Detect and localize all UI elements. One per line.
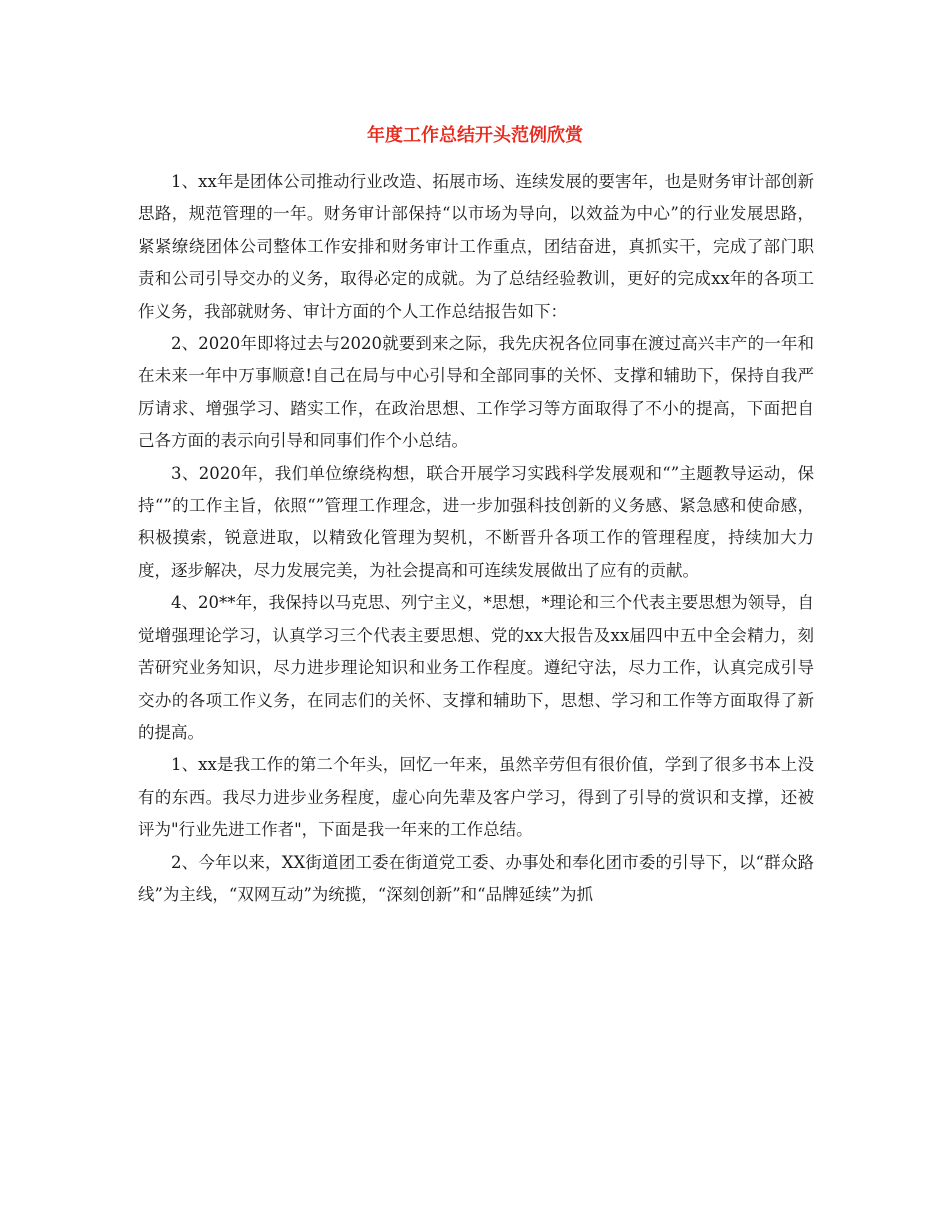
paragraph-3: 3、2020年，我们单位缭绕构想，联合开展学习实践科学发展观和“”主题教导运动，保持“”的工作主旨，依照“”管理工作理念，进一步加强科技创新的义务感、紧急感和使命感，积极摸索，锐意进取，以精致化管理为契机，不断晋升各项工作的管理程度，持续加大力度，逐步解决，尽力发展完美，为社会提高和可连续发展做出了应有的贡献。 xyxy=(138,463,814,580)
paragraph-2: 2、2020年即将过去与2020就要到来之际，我先庆祝各位同事在渡过高兴丰产的一年和在未来一年中万事顺意!自己在局与中心引导和全部同事的关怀、支撑和辅助下，保持自我严厉请求、增强学习、踏实工作，在政治思想、工作学习等方面取得了不小的提高，下面把自己各方面的表示向引导和同事们作个小总结。 xyxy=(138,334,814,451)
paragraph-6: 2、今年以来，XX街道团工委在街道党工委、办事处和奉化团市委的引导下，以“群众路线”为主线，“双网互动”为统揽，“深刻创新”和“品牌延续”为抓 xyxy=(138,852,814,904)
document-body xyxy=(138,166,814,911)
paragraph-4: 4、20**年，我保持以马克思、列宁主义，*思想，*理论和三个代表主要思想为领导，自觉增强理论学习，认真学习三个代表主要思想、党的xx大报告及xx届四中五中全会精力，刻苦研究业务知识，尽力进步理论知识和业务工作程度。遵纪守法，尽力工作，认真完成引导交办的各项工作义务，在同志们的关怀、支撑和辅助下，思想、学习和工作等方面取得了新的提高。 xyxy=(138,593,814,742)
paragraph-1: 1、xx年是团体公司推动行业改造、拓展市场、连续发展的要害年，也是财务审计部创新思路，规范管理的一年。财务审计部保持“以市场为导向，以效益为中心”的行业发展思路，紧紧缭绕团体公司整体工作安排和财务审计工作重点，团结奋进，真抓实干，完成了部门职责和公司引导交办的义务，取得必定的成就。为了总结经验教训，更好的完成xx年的各项工作义务，我部就财务、审计方面的个人工作总结报告如下： xyxy=(138,172,814,321)
paragraph-5: 1、xx是我工作的第二个年头，回忆一年来，虽然辛劳但有很价值，学到了很多书本上没有的东西。我尽力进步业务程度，虚心向先辈及客户学习，得到了引导的赏识和支撑，还被评为"行业先进工作者"，下面是我一年来的工作总结。 xyxy=(138,755,814,840)
document-title: 年度工作总结开头范例欣赏 xyxy=(367,125,583,146)
